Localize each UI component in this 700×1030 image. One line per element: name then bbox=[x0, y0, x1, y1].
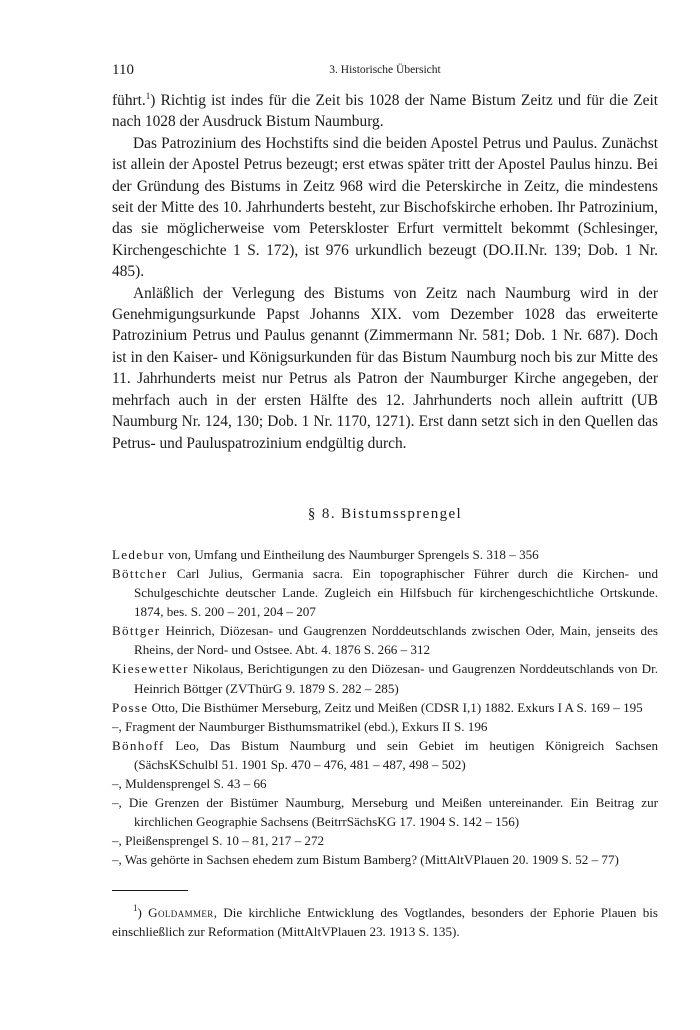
bibliography-entry bbox=[112, 793, 658, 831]
bibliography-entry bbox=[112, 736, 658, 774]
bibliography-author: Böttger bbox=[112, 623, 161, 639]
bibliography-entry bbox=[112, 564, 658, 621]
bibliography-text: –, Muldensprengel S. 43 – 66 bbox=[112, 776, 267, 792]
paragraph-2: Das Patrozinium des Hochstifts sind die beiden Apostel Petrus und Paulus. Zunächst ist allein der Apostel Petrus bezeugt; erst etwas später tritt der Apostel Paulus hinzu. Bei der Gründung des Bistums in Zeitz 968 wird die Peterskirche in Zeitz, die mindestens seit der Mitte des 10. Jahrhunderts besteht, zur Bischofskirche erhoben. Ihr Patrozinium, das sie möglicherweise vom Peterskloster Erfurt vermittelt bekommt (Schlesinger, Kirchengeschichte 1 S. 172), ist 976 urkundlich bezeugt (DO.II.Nr. 139; Dob. 1 Nr. 485). bbox=[112, 134, 658, 281]
bibliography-author: Ledebur bbox=[112, 546, 165, 562]
footnote-text: , Die kirchliche Entwicklung des Vogtlandes, besonders der Ephorie Plauen bis einschließlich zur Reformation (MittAltVPlauen 23. 1913 S. 135). bbox=[112, 904, 658, 939]
bibliography-list bbox=[112, 545, 658, 870]
bibliography-text: Heinrich, Diözesan- und Gaugrenzen Norddeutschlands zwischen Oder, Main, jenseits des Rheins, der Nord- und Ostsee. Abt. 4. 1876 S. 266 – 312 bbox=[134, 623, 658, 658]
bibliography-entry bbox=[112, 774, 658, 793]
bibliography-text: Nikolaus, Berichtigungen zu den Diözesan- und Gaugrenzen Norddeutschlands von Dr. Heinrich Böttger (ZVThürG 9. 1879 S. 282 – 285) bbox=[134, 661, 658, 696]
bibliography-entry bbox=[112, 850, 658, 869]
book-page bbox=[112, 62, 658, 941]
page-header bbox=[112, 62, 658, 84]
bibliography-text: Carl Julius, Germania sacra. Ein topographischer Führer durch die Kirchen- und Schulgeschichte deutscher Lande. Zugleich ein Hilfsbuch für kirchengeschichtliche Ortskunde. 1874, bes. S. 200 – 201, 204 – 207 bbox=[134, 566, 658, 620]
bibliography-text: von, Umfang und Eintheilung des Naumburger Sprengels S. 318 – 356 bbox=[164, 546, 539, 562]
bibliography-text: –, Die Grenzen der Bistümer Naumburg, Merseburg und Meißen untereinander. Ein Beitrag zur kirchlichen Geographie Sachsens (BeitrrSächsKG 17. 1904 S. 142 – 156) bbox=[112, 795, 658, 830]
paragraph-1-start: führt. bbox=[112, 92, 146, 109]
footnote-paren: ) bbox=[137, 904, 149, 920]
footnote-author: Goldammer bbox=[148, 904, 214, 920]
main-text bbox=[112, 90, 658, 454]
footnote-marker: 1 bbox=[133, 902, 138, 913]
bibliography-entry bbox=[112, 659, 658, 697]
bibliography-entry bbox=[112, 621, 658, 659]
bibliography-text: –, Pleißensprengel S. 10 – 81, 217 – 272 bbox=[112, 833, 325, 849]
bibliography-entry bbox=[112, 698, 658, 717]
bibliography-entry bbox=[112, 545, 658, 564]
bibliography-text: Leo, Das Bistum Naumburg und sein Gebiet im heutigen Königreich Sachsen (SächsKSchulbl 51. 1901 Sp. 470 – 476, 481 – 487, 498 – 502) bbox=[134, 737, 658, 772]
bibliography-text: Otto, Die Bisthümer Merseburg, Zeitz und Meißen (CDSR I,1) 1882. Exkurs I A S. 169 – 195 bbox=[148, 699, 643, 715]
bibliography-author: Bönhoff bbox=[112, 737, 165, 753]
footnote-divider bbox=[112, 890, 188, 891]
running-head: 3. Historische Übersicht bbox=[329, 64, 441, 76]
paragraph-1 bbox=[112, 90, 658, 133]
paragraph-1-rest: ) Richtig ist indes für die Zeit bis 1028 der Name Bistum Zeitz und für die Zeit nach 1028 der Ausdruck Bistum Naumburg. bbox=[112, 92, 658, 131]
footnote bbox=[112, 903, 658, 941]
paragraph-3: Anläßlich der Verlegung des Bistums von Zeitz nach Naumburg wird in der Genehmigungsurkunde Papst Johanns XIX. vom Dezember 1028 das erweiterte Patrozinium Petrus und Paulus genannt (Zimmermann Nr. 581; Dob. 1 Nr. 687). Doch ist in den Kaiser- und Königsurkunden für das Bistum Naumburg noch bis zur Mitte des 11. Jahrhunderts meist nur Petrus als Patron der Naumburger Kirche angegeben, der mehrfach auch in der ersten Hälfte des 12. Jahrhunderts noch allein auftritt (UB Naumburg Nr. 124, 130; Dob. 1 Nr. 1170, 1271). Erst dann setzt sich in den Quellen das Petrus- und Pauluspatrozinium endgültig durch. bbox=[112, 284, 658, 452]
page-number: 110 bbox=[112, 62, 134, 78]
bibliography-text: –, Fragment der Naumburger Bisthumsmatrikel (ebd.), Exkurs II S. 196 bbox=[112, 718, 488, 734]
bibliography-text: –, Was gehörte in Sachsen ehedem zum Bistum Bamberg? (MittAltVPlauen 20. 1909 S. 52 – 77) bbox=[112, 852, 619, 868]
footnote-reference: 1 bbox=[145, 91, 151, 101]
bibliography-entry bbox=[112, 717, 658, 736]
bibliography-author: Kiesewetter bbox=[112, 661, 189, 677]
bibliography-entry bbox=[112, 831, 658, 850]
bibliography-author: Böttcher bbox=[112, 566, 168, 581]
section-heading: § 8. Bistumssprengel bbox=[307, 505, 463, 522]
bibliography-author: Posse bbox=[112, 699, 149, 715]
